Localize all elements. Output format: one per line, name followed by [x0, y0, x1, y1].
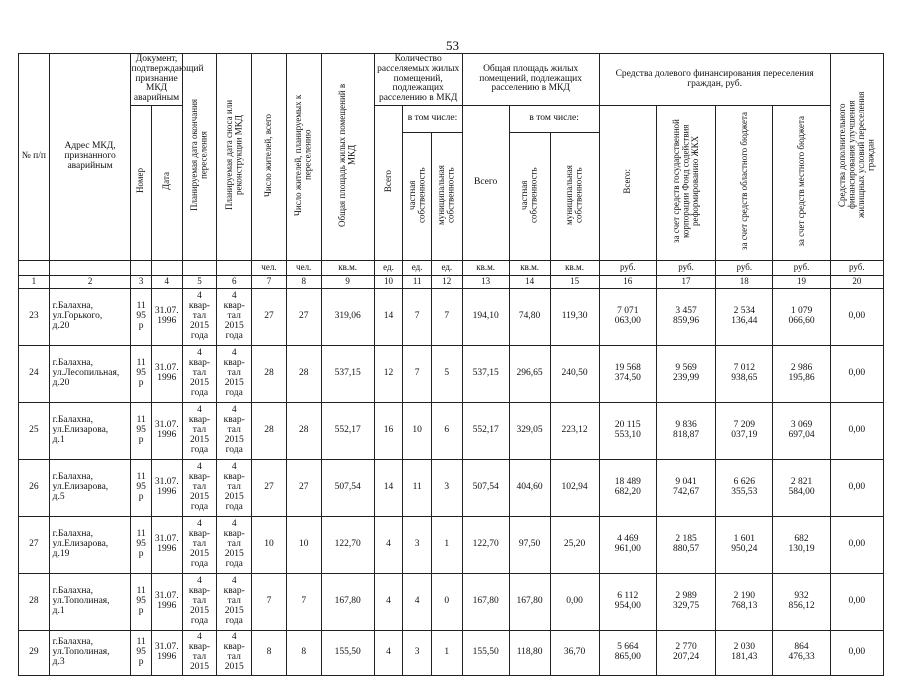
header-area-private: частная собственность: [519, 166, 539, 223]
area-municipal-cell: 0,00: [550, 573, 599, 630]
planned-end-cell: 4 квар- тал 2015: [182, 630, 217, 675]
header-funds-total: Всего:: [622, 168, 633, 194]
area-private-cell: 118,80: [509, 630, 550, 675]
area-total-cell: 122,70: [462, 516, 509, 573]
area-municipal-cell: 119,30: [550, 288, 599, 345]
column-number: 8: [286, 275, 321, 288]
doc-number-cell: 11 95 р: [131, 402, 151, 459]
planned-end-cell: 4 квар- тал 2015 года: [182, 459, 217, 516]
planned-demolition-cell: 4 квар- тал 2015: [217, 630, 252, 675]
row-number: 28: [19, 573, 50, 630]
table-row: [19, 345, 884, 402]
column-number: 7: [252, 275, 287, 288]
funds-additional-cell: 0,00: [830, 573, 883, 630]
planned-demolition-cell: 4 квар- тал 2015 года: [217, 402, 252, 459]
funds-region-cell: 7 209 037,19: [716, 402, 773, 459]
column-number: 1: [19, 275, 50, 288]
funds-additional-cell: 0,00: [830, 516, 883, 573]
funds-local-cell: 2 821 584,00: [773, 459, 830, 516]
unit-cell: ед.: [374, 260, 403, 275]
rooms-municipal-cell: 3: [431, 459, 462, 516]
header-funds-additional: Средства дополнительного финансирования улучшения жилищных условий переселения граждан: [836, 91, 876, 219]
column-number: 17: [656, 275, 715, 288]
rooms-private-cell: 4: [403, 573, 432, 630]
rooms-total-cell: 16: [374, 402, 403, 459]
funds-region-cell: 2 190 768,13: [716, 573, 773, 630]
unit-cell: кв.м.: [321, 260, 374, 275]
rooms-municipal-cell: 5: [431, 345, 462, 402]
total-area-cell: 552,17: [321, 402, 374, 459]
doc-number-cell: 11 95 р: [131, 288, 151, 345]
column-number: 4: [151, 275, 182, 288]
funds-total-cell: 4 469 961,00: [599, 516, 656, 573]
doc-number-cell: 11 95 р: [131, 573, 151, 630]
address-cell: г.Балахна, ул.Тополиная, д.3: [49, 630, 131, 675]
unit-cell: руб.: [599, 260, 656, 275]
column-number: 20: [830, 275, 883, 288]
address-cell: г.Балахна, ул.Елизарова, д.1: [49, 402, 131, 459]
doc-date-cell: 31.07. 1996: [151, 573, 182, 630]
area-private-cell: 329,05: [509, 402, 550, 459]
unit-cell: руб.: [656, 260, 715, 275]
header-rooms-incl: в том числе:: [403, 106, 462, 133]
funds-additional-cell: 0,00: [830, 630, 883, 675]
funds-region-cell: 2 030 181,43: [716, 630, 773, 675]
rooms-total-cell: 4: [374, 516, 403, 573]
column-numbers-row: [19, 275, 884, 288]
area-municipal-cell: 25,20: [550, 516, 599, 573]
unit-cell: ед.: [431, 260, 462, 275]
rooms-municipal-cell: 1: [431, 630, 462, 675]
funds-fund-cell: 9 041 742,67: [656, 459, 715, 516]
funds-region-cell: 7 012 938,65: [716, 345, 773, 402]
header-funds-local: за счет средств местного бюджета: [795, 115, 806, 247]
rooms-private-cell: 3: [403, 630, 432, 675]
area-private-cell: 167,80: [509, 573, 550, 630]
total-area-cell: 122,70: [321, 516, 374, 573]
header-private: частная собственность: [406, 166, 427, 223]
area-total-cell: 537,15: [462, 345, 509, 402]
column-number: 5: [182, 275, 217, 288]
funds-additional-cell: 0,00: [830, 288, 883, 345]
header-area-municipal: муниципальная собственность: [564, 164, 584, 225]
area-total-cell: 507,54: [462, 459, 509, 516]
column-number: 16: [599, 275, 656, 288]
funds-region-cell: 6 626 355,53: [716, 459, 773, 516]
rooms-total-cell: 14: [374, 288, 403, 345]
planned-end-cell: 4 квар- тал 2015 года: [182, 573, 217, 630]
area-municipal-cell: 240,50: [550, 345, 599, 402]
header-funds: Средства долевого финансирования переселения граждан, руб.: [599, 54, 830, 106]
planned-demolition-cell: 4 квар- тал 2015 года: [217, 573, 252, 630]
doc-number-cell: 11 95 р: [131, 516, 151, 573]
doc-date-cell: 31.07. 1996: [151, 459, 182, 516]
residents-planned-cell: 28: [286, 345, 321, 402]
planned-end-cell: 4 квар- тал 2015 года: [182, 288, 217, 345]
doc-date-cell: 31.07. 1996: [151, 345, 182, 402]
residents-total-cell: 27: [252, 288, 287, 345]
funds-local-cell: 3 069 697,04: [773, 402, 830, 459]
header-municipal: муниципальная собственность: [436, 164, 456, 225]
address-cell: г.Балахна, ул.Лесопильная, д.20: [49, 345, 131, 402]
funds-total-cell: 6 112 954,00: [599, 573, 656, 630]
residents-planned-cell: 27: [286, 288, 321, 345]
funds-local-cell: 932 856,12: [773, 573, 830, 630]
unit-cell: руб.: [773, 260, 830, 275]
header-doc-date: Дата: [161, 172, 171, 190]
residents-total-cell: 28: [252, 402, 287, 459]
area-private-cell: 296,65: [509, 345, 550, 402]
header-rooms-count: Количество расселяемых жилых помещений, подлежащих расселению в МКД: [374, 54, 462, 106]
units-row: [19, 260, 884, 275]
funds-additional-cell: 0,00: [830, 402, 883, 459]
area-private-cell: 97,50: [509, 516, 550, 573]
area-total-cell: 552,17: [462, 402, 509, 459]
total-area-cell: 319,06: [321, 288, 374, 345]
row-number: 26: [19, 459, 50, 516]
header-residents-total: Число жителей, всего: [263, 113, 274, 197]
header-residents-planned: Число жителей, планируемых к переселению: [293, 94, 313, 216]
area-municipal-cell: 102,94: [550, 459, 599, 516]
header-address: Адрес МКД, признанного аварийным: [49, 54, 131, 261]
address-cell: г.Балахна, ул.Тополиная, д.1: [49, 573, 131, 630]
header-doc-number: Номер: [135, 168, 146, 194]
rooms-total-cell: 4: [374, 573, 403, 630]
rooms-municipal-cell: 7: [431, 288, 462, 345]
unit-cell: чел.: [286, 260, 321, 275]
row-number: 23: [19, 288, 50, 345]
residents-total-cell: 28: [252, 345, 287, 402]
column-number: 15: [550, 275, 599, 288]
area-municipal-cell: 36,70: [550, 630, 599, 675]
doc-date-cell: 31.07. 1996: [151, 288, 182, 345]
column-number: 18: [716, 275, 773, 288]
funds-fund-cell: 9 569 239,99: [656, 345, 715, 402]
table-row: [19, 288, 884, 345]
residents-planned-cell: 7: [286, 573, 321, 630]
address-cell: г.Балахна, ул.Елизарова, д.5: [49, 459, 131, 516]
row-number: 25: [19, 402, 50, 459]
doc-date-cell: 31.07. 1996: [151, 516, 182, 573]
funds-local-cell: 2 986 195,86: [773, 345, 830, 402]
funds-total-cell: 18 489 682,20: [599, 459, 656, 516]
unit-cell: чел.: [252, 260, 287, 275]
header-funds-region: за счет средств областного бюджета: [738, 111, 749, 251]
funds-local-cell: 864 476,33: [773, 630, 830, 675]
unit-cell: кв.м.: [509, 260, 550, 275]
header-document: Документ, подтверждающий признание МКД аварийным: [131, 54, 182, 106]
header-num: № п/п: [19, 54, 50, 261]
doc-date-cell: 31.07. 1996: [151, 402, 182, 459]
unit-cell: руб.: [830, 260, 883, 275]
table-row: [19, 573, 884, 630]
unit-cell: кв.м.: [462, 260, 509, 275]
funds-total-cell: 7 071 063,00: [599, 288, 656, 345]
residents-planned-cell: 10: [286, 516, 321, 573]
funds-fund-cell: 2 770 207,24: [656, 630, 715, 675]
residents-planned-cell: 8: [286, 630, 321, 675]
funds-total-cell: 5 664 865,00: [599, 630, 656, 675]
planned-demolition-cell: 4 квар- тал 2015 года: [217, 459, 252, 516]
resettlement-table: [18, 53, 884, 676]
planned-end-cell: 4 квар- тал 2015 года: [182, 345, 217, 402]
header-area-incl: в том числе:: [509, 106, 599, 133]
area-private-cell: 404,60: [509, 459, 550, 516]
rooms-private-cell: 11: [403, 459, 432, 516]
funds-local-cell: 682 130,19: [773, 516, 830, 573]
residents-total-cell: 10: [252, 516, 287, 573]
area-total-cell: 167,80: [462, 573, 509, 630]
table-row: [19, 459, 884, 516]
column-number: 13: [462, 275, 509, 288]
residents-planned-cell: 27: [286, 459, 321, 516]
address-cell: г.Балахна, ул.Елизарова, д.19: [49, 516, 131, 573]
header-planned-end: Планируемая дата окончания переселения: [189, 98, 209, 212]
rooms-private-cell: 7: [403, 288, 432, 345]
residents-total-cell: 27: [252, 459, 287, 516]
column-number: 12: [431, 275, 462, 288]
rooms-total-cell: 12: [374, 345, 403, 402]
table-row: [19, 402, 884, 459]
column-number: 6: [217, 275, 252, 288]
funds-total-cell: 19 568 374,50: [599, 345, 656, 402]
doc-date-cell: 31.07. 1996: [151, 630, 182, 675]
unit-cell: ед.: [403, 260, 432, 275]
header-rooms-total: Всего: [382, 169, 393, 193]
doc-number-cell: 11 95 р: [131, 630, 151, 675]
table-row: [19, 516, 884, 573]
funds-additional-cell: 0,00: [830, 345, 883, 402]
column-number: 19: [773, 275, 830, 288]
unit-cell: руб.: [716, 260, 773, 275]
header-area-resettled: Общая площадь жилых помещений, подлежащих расселению в МКД: [462, 54, 599, 106]
funds-fund-cell: 2 989 329,75: [656, 573, 715, 630]
rooms-total-cell: 4: [374, 630, 403, 675]
row-number: 29: [19, 630, 50, 675]
area-municipal-cell: 223,12: [550, 402, 599, 459]
funds-region-cell: 1 601 950,24: [716, 516, 773, 573]
column-number: 9: [321, 275, 374, 288]
residents-total-cell: 7: [252, 573, 287, 630]
column-number: 2: [49, 275, 131, 288]
area-total-cell: 194,10: [462, 288, 509, 345]
column-number: 10: [374, 275, 403, 288]
area-total-cell: 155,50: [462, 630, 509, 675]
column-number: 11: [403, 275, 432, 288]
rooms-municipal-cell: 6: [431, 402, 462, 459]
funds-additional-cell: 0,00: [830, 459, 883, 516]
residents-total-cell: 8: [252, 630, 287, 675]
column-number: 14: [509, 275, 550, 288]
row-number: 24: [19, 345, 50, 402]
funds-fund-cell: 3 457 859,96: [656, 288, 715, 345]
header-planned-demolition: Планируемая дата сноса или реконструкции МКД: [223, 99, 244, 211]
rooms-total-cell: 14: [374, 459, 403, 516]
rooms-municipal-cell: 0: [431, 573, 462, 630]
planned-end-cell: 4 квар- тал 2015 года: [182, 402, 217, 459]
page-number: 53: [446, 38, 459, 53]
planned-demolition-cell: 4 квар- тал 2015 года: [217, 516, 252, 573]
total-area-cell: 155,50: [321, 630, 374, 675]
funds-fund-cell: 9 836 818,87: [656, 402, 715, 459]
doc-number-cell: 11 95 р: [131, 345, 151, 402]
row-number: 27: [19, 516, 50, 573]
total-area-cell: 537,15: [321, 345, 374, 402]
funds-region-cell: 2 534 136,44: [716, 288, 773, 345]
funds-total-cell: 20 115 553,10: [599, 402, 656, 459]
header-area-total: Всего: [462, 106, 509, 261]
area-private-cell: 74,80: [509, 288, 550, 345]
address-cell: г.Балахна, ул.Горького, д.20: [49, 288, 131, 345]
total-area-cell: 507,54: [321, 459, 374, 516]
table-row: [19, 630, 884, 675]
planned-demolition-cell: 4 квар- тал 2015 года: [217, 288, 252, 345]
total-area-cell: 167,80: [321, 573, 374, 630]
rooms-private-cell: 3: [403, 516, 432, 573]
funds-local-cell: 1 079 066,60: [773, 288, 830, 345]
planned-end-cell: 4 квар- тал 2015 года: [182, 516, 217, 573]
header-funds-fund: за счет средств государственной корпорации Фонд содействия реформированию ЖКХ: [670, 119, 700, 243]
column-number: 3: [131, 275, 151, 288]
rooms-municipal-cell: 1: [431, 516, 462, 573]
rooms-private-cell: 10: [403, 402, 432, 459]
funds-fund-cell: 2 185 880,57: [656, 516, 715, 573]
planned-demolition-cell: 4 квар- тал 2015 года: [217, 345, 252, 402]
header-total-area: Общая площадь жилых помещений в МКД: [337, 83, 357, 227]
residents-planned-cell: 28: [286, 402, 321, 459]
rooms-private-cell: 7: [403, 345, 432, 402]
unit-cell: кв.м.: [550, 260, 599, 275]
doc-number-cell: 11 95 р: [131, 459, 151, 516]
table-body: [19, 288, 884, 675]
